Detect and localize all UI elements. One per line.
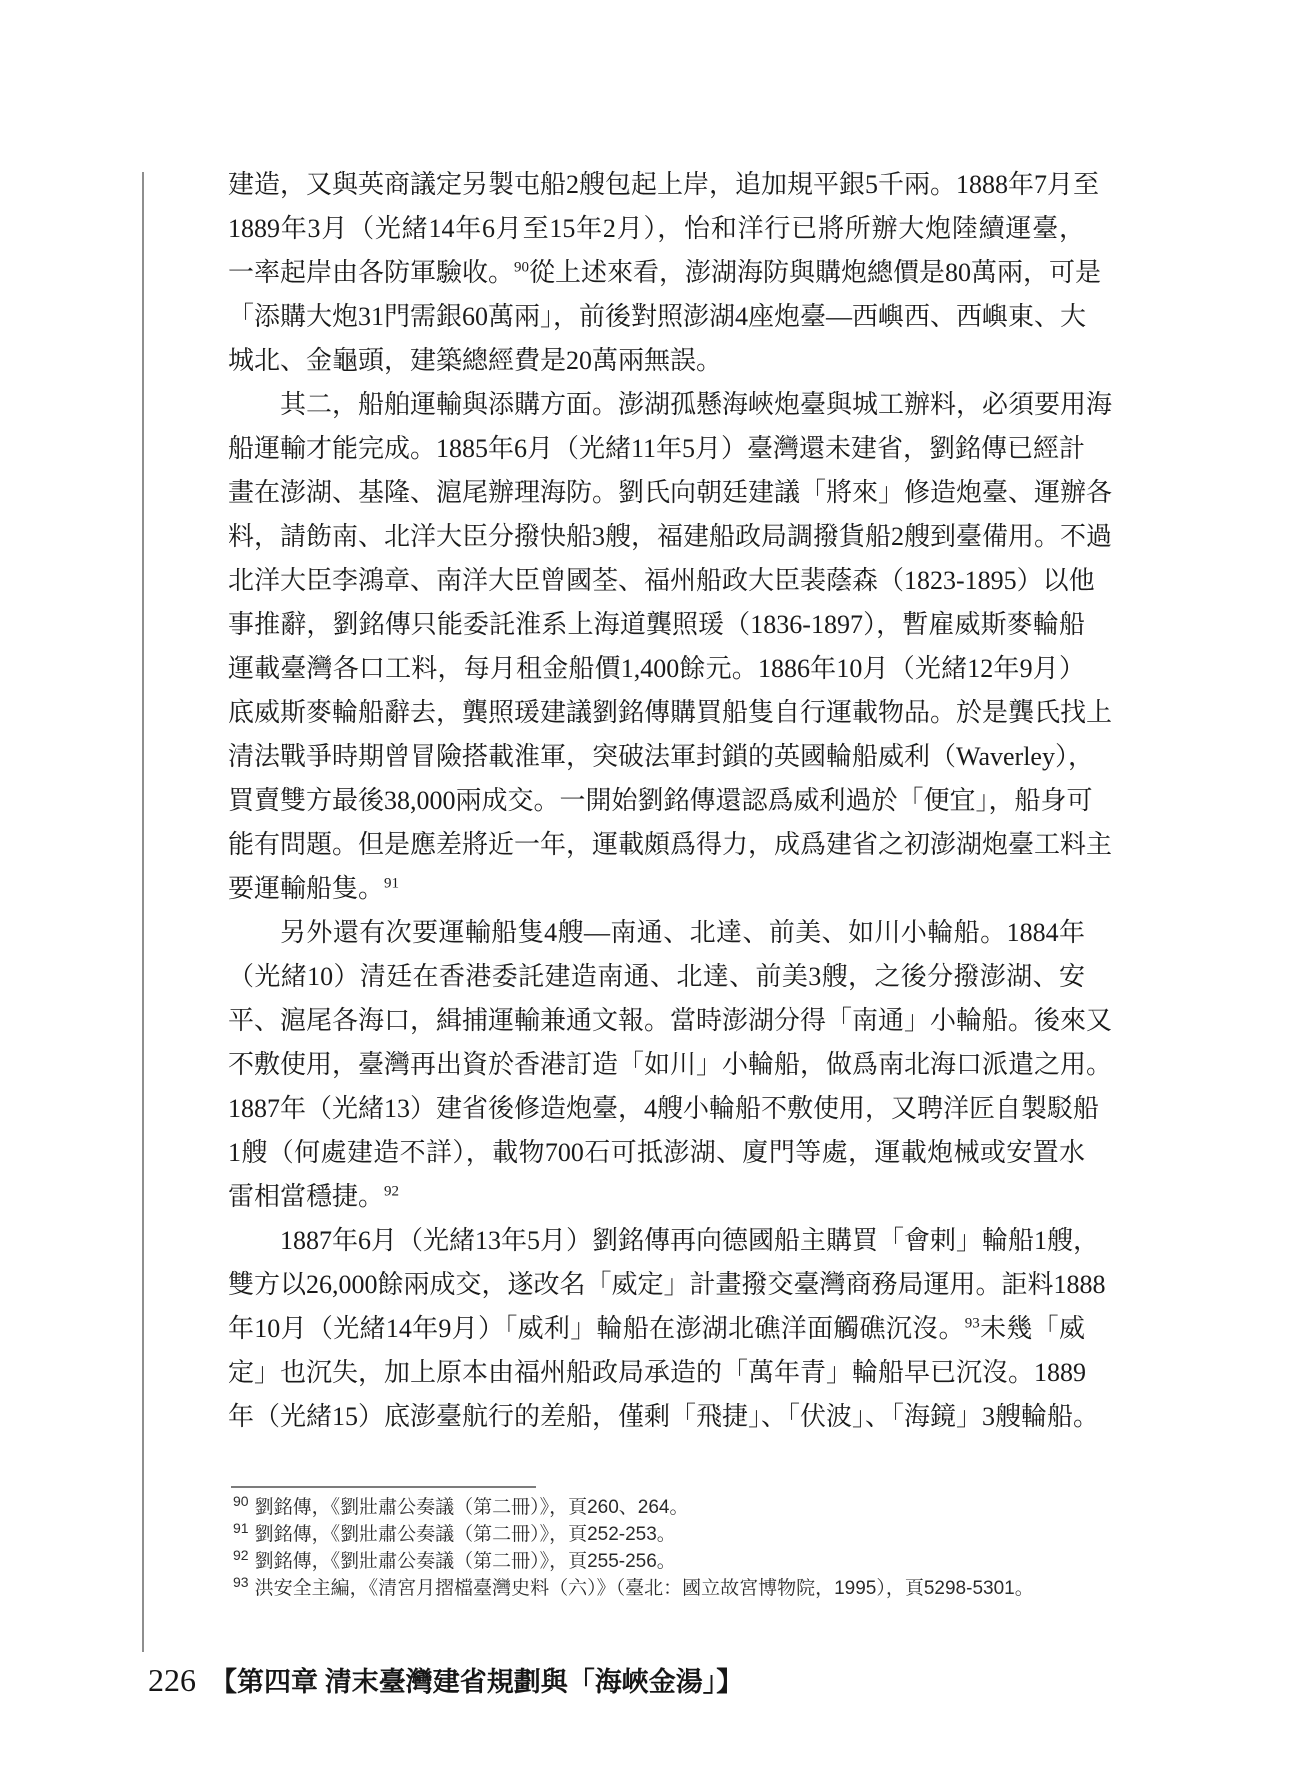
footnote-text: 劉銘傳，《劉壯肅公奏議（第二冊）》，頁252-253。 bbox=[254, 1524, 676, 1545]
text-line: 北洋大臣李鴻章、南洋大臣曾國荃、福州船政大臣裴蔭森（1823-1895）以他 bbox=[228, 566, 1095, 595]
footnote-number: 92 bbox=[233, 1546, 249, 1563]
text-line: 1887年（光緒13）建省後修造炮臺，4艘小輪船不敷使用，又聘洋匠自製駁船 bbox=[228, 1094, 1100, 1123]
text-line: 另外還有次要運輸船隻4艘—南通、北達、前美、如川小輪船。1884年 bbox=[280, 918, 1085, 947]
footnotes bbox=[233, 1494, 1153, 1602]
text-line: 建造，又與英商議定另製屯船2艘包起上岸，追加規平銀5千兩。1888年7月至 bbox=[228, 170, 1100, 199]
text-line: 能有問題。但是應差將近一年，運載頗爲得力，成爲建省之初澎湖炮臺工料主 bbox=[228, 830, 1113, 859]
paragraph-2 bbox=[228, 383, 1113, 911]
text-line: 畫在澎湖、基隆、滬尾辦理海防。劉氏向朝廷建議「將來」修造炮臺、運辦各 bbox=[228, 478, 1113, 507]
footnote-number: 93 bbox=[233, 1573, 249, 1590]
text-line: 料，請飭南、北洋大臣分撥快船3艘，福建船政局調撥貨船2艘到臺備用。不過 bbox=[228, 522, 1113, 551]
text-line: 年10月（光緒14年9月）「威利」輪船在澎湖北礁洋面觸礁沉沒。$^{93}$未幾「威 bbox=[228, 1314, 1085, 1343]
text-line: 雷相當穩捷。$^{92}$ bbox=[228, 1182, 400, 1211]
footnote-ref-92: 92 bbox=[384, 1183, 400, 1200]
text-line: 要運輸船隻。$^{91}$ bbox=[228, 874, 400, 903]
left-margin-rule bbox=[142, 172, 144, 1652]
footnote-text: 劉銘傳，《劉壯肅公奏議（第二冊）》，頁260、264。 bbox=[254, 1497, 689, 1518]
text-line: 雙方以26,000餘兩成交，遂改名「威定」計畫撥交臺灣商務局運用。詎料1888 bbox=[228, 1270, 1106, 1299]
page-footer bbox=[148, 1660, 743, 1699]
chapter-footer-title: 【第四章 清末臺灣建省規劃與「海峽金湯」】 bbox=[210, 1667, 744, 1697]
footnote-92 bbox=[233, 1548, 1153, 1575]
text-line: 年（光緒15）底澎臺航行的差船，僅剩「飛捷」、「伏波」、「海鏡」3艘輪船。 bbox=[228, 1402, 1100, 1431]
text-line: 1艘（何處建造不詳），載物700石可抵澎湖、廈門等處，運載炮械或安置水 bbox=[228, 1138, 1085, 1167]
text-line: 買賣雙方最後38,000兩成交。一開始劉銘傳還認爲威利過於「便宜」，船身可 bbox=[228, 786, 1093, 815]
text-line: 底威斯麥輪船辭去，龔照瑗建議劉銘傳購買船隻自行運載物品。於是龔氏找上 bbox=[228, 698, 1113, 727]
footnote-ref-93: 93 bbox=[964, 1315, 980, 1332]
text-line: 不敷使用，臺灣再出資於香港訂造「如川」小輪船，做爲南北海口派遣之用。 bbox=[228, 1050, 1113, 1079]
footnote-number: 90 bbox=[233, 1492, 249, 1509]
paragraph-3 bbox=[228, 911, 1113, 1219]
footnote-text: 劉銘傳，《劉壯肅公奏議（第二冊）》，頁255-256。 bbox=[254, 1551, 676, 1572]
footnote-separator-rule bbox=[231, 1486, 536, 1488]
footnote-text: 洪安全主編，《清宮月摺檔臺灣史料（六）》（臺北：國立故宮博物院，1995），頁5298-5301。 bbox=[254, 1578, 1034, 1599]
footnote-91 bbox=[233, 1521, 1153, 1548]
text-line: 「添購大炮31門需銀60萬兩」，前後對照澎湖4座炮臺—西嶼西、西嶼東、大 bbox=[228, 302, 1087, 331]
text-line: 清法戰爭時期曾冒險搭載淮軍，突破法軍封鎖的英國輪船威利（Waverley）， bbox=[228, 742, 1094, 771]
text-line: 城北、金龜頭，建築總經費是20萬兩無誤。 bbox=[228, 346, 723, 375]
footnote-ref-90: 90 bbox=[514, 259, 530, 276]
text-line: 一率起岸由各防軍驗收。$^{90}$從上述來看，澎湖海防與購炮總價是80萬兩，可是 bbox=[228, 258, 1102, 287]
footnote-93 bbox=[233, 1575, 1153, 1602]
paragraph-1 bbox=[228, 163, 1102, 383]
text-line: 1887年6月（光緒13年5月）劉銘傳再向德國船主購買「會剌」輪船1艘， bbox=[280, 1226, 1100, 1255]
text-line: 其二，船舶運輸與添購方面。澎湖孤懸海峽炮臺與城工辦料，必須要用海 bbox=[280, 390, 1113, 419]
text-line: 運載臺灣各口工料，每月租金船價1,400餘元。1886年10月（光緒12年9月） bbox=[228, 654, 1085, 683]
text-line: 船運輸才能完成。1885年6月（光緒11年5月）臺灣還未建省，劉銘傳已經計 bbox=[228, 434, 1086, 463]
footnote-ref-91: 91 bbox=[384, 875, 400, 892]
text-line: 事推辭，劉銘傳只能委託淮系上海道龔照瑗（1836-1897），暫雇威斯麥輪船 bbox=[228, 610, 1085, 639]
body-text bbox=[228, 163, 1113, 1439]
footnote-90 bbox=[233, 1494, 1153, 1521]
text-line: 定」也沉失，加上原本由福州船政局承造的「萬年青」輪船早已沉沒。1889 bbox=[228, 1358, 1087, 1387]
footnote-number: 91 bbox=[233, 1519, 249, 1536]
text-line: 平、滬尾各海口，緝捕運輸兼通文報。當時澎湖分得「南通」小輪船。後來又 bbox=[228, 1006, 1113, 1035]
text-line: （光緒10）清廷在香港委託建造南通、北達、前美3艘，之後分撥澎湖、安 bbox=[228, 962, 1085, 991]
paragraph-4 bbox=[228, 1219, 1106, 1439]
text-line: 1889年3月（光緒14年6月至15年2月），怡和洋行已將所辦大炮陸續運臺， bbox=[228, 214, 1085, 243]
page-number: 226 bbox=[148, 1662, 196, 1698]
